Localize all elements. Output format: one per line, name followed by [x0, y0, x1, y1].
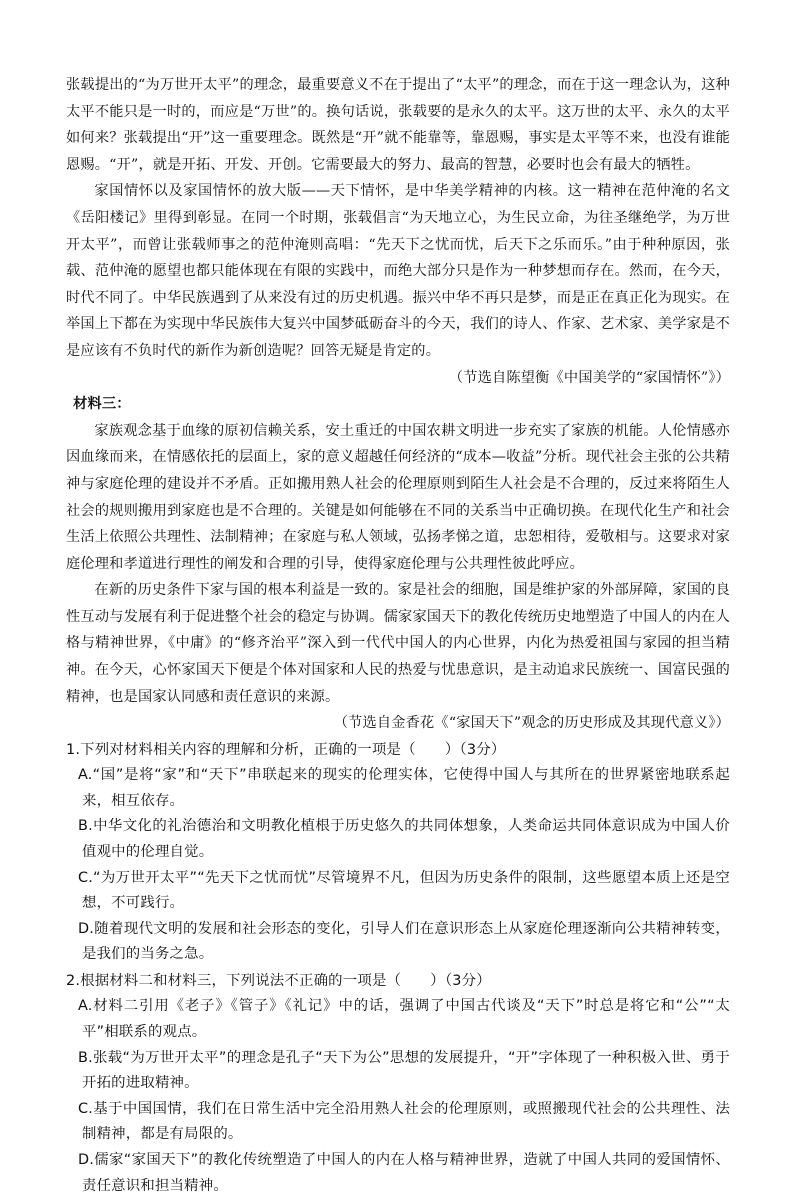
option-label: C. [78, 1100, 94, 1117]
paragraph: 张载提出的“为万世开太平”的理念，最重要意义不在于提出了“太平”的理念，而在于这一理念认为，这种太平不能只是一时的，而应是“万世”的。换句话说，张载要的是永久的太平。这万世的太平、永久的太平如何来？张载提出“开”这一重要理念。既然是“开”就不能靠等，靠恩赐，事实是太平等不来，也没有谁能恩赐。“开”，就是开拓、开发、开创。它需要最大的努力、最高的智慧，必要时也会有最大的牺牲。 [66, 77, 730, 173]
option-text: 基于中国国情，我们在日常生活中完全沿用熟人社会的伦理原则，或照搬现代社会的公共理性、法制精神，都是有局限的。 [82, 1100, 730, 1143]
source-citation: （节选自金香花《“家国天下”观念的历史形成及其现代意义》） [333, 715, 730, 732]
option-c [66, 1097, 730, 1148]
section-heading: 材料三： [73, 396, 131, 413]
option-label: B. [78, 1049, 93, 1066]
option-a [66, 763, 730, 814]
option-label: A. [78, 767, 93, 784]
option-b [66, 1046, 730, 1097]
material-3 [66, 391, 730, 737]
question-1 [66, 737, 730, 968]
option-text: 材料二引用《老子》《管子》《礼记》中的话，强调了中国古代谈及“天下”时总是将它和“公”“太平”相联系的观点。 [82, 998, 730, 1040]
option-label: B. [78, 818, 93, 835]
question-stem: 2.根据材料二和材料三，下列说法不正确的一项是（ ）（3分） [66, 973, 491, 989]
option-d [66, 1148, 730, 1199]
question-2 [66, 968, 730, 1199]
option-text: “为万世开太平”“先天下之忧而忧”尽管境界不凡，但因为历史条件的限制，这些愿望本质上还是空想，不可践行。 [82, 869, 730, 912]
paragraph: 家国情怀以及家国情怀的放大版——天下情怀，是中华美学精神的内核。这一精神在范仲淹的名文《岳阳楼记》里得到彰显。在同一个时期，张载倡言“为天地立心，为生民立命，为往圣继绝学，为万世开太平”，而曾让张载师事之的范仲淹则高唱：“先天下之忧而忧，后天下之乐而乐。”由于种种原因，张载、范仲淹的愿望也都只能体现在有限的实践中，而绝大部分只是作为一种梦想而存在。然而，在今天，时代不同了。中华民族遇到了从来没有过的历史机遇。振兴中华不再只是梦，而是正在真正化为现实。在举国上下都在为实现中华民族伟大复兴中国梦砥砺奋斗的今天，我们的诗人、作家、艺术家、美学家是不是应该有不负时代的新作为新创造呢？回答无疑是肯定的。 [66, 183, 730, 359]
option-text: “国”是将“家”和“天下”串联起来的现实的伦理实体，它使得中国人与其所在的世界紧密地联系起来，相互依存。 [82, 767, 730, 809]
option-text: 张载“为万世开太平”的理念是孔子“天下为公”思想的发展提升，“开”字体现了一种积极入世、勇于开拓的进取精神。 [82, 1049, 730, 1092]
option-label: A. [78, 998, 93, 1015]
option-text: 儒家“家国天下”的教化传统塑造了中国人的内在人格与精神世界，造就了中国人共同的爱国情怀、责任意识和担当精神。 [82, 1151, 730, 1194]
exam-page [66, 72, 730, 1199]
paragraph: 在新的历史条件下家与国的根本利益是一致的。家是社会的细胞，国是维护家的外部屏障，家国的良性互动与发展有利于促进整个社会的稳定与协调。儒家家国天下的教化传统历史地塑造了中国人的内在人格与精神世界，《中庸》的“修齐治平”深入到一代代中国人的内心世界，内化为热爱祖国与家园的担当精神。在今天，心怀家国天下便是个体对国家和人民的热爱与忧患意识，是主动追求民族统一、国富民强的精神，也是国家认同感和责任意识的来源。 [66, 582, 730, 705]
option-b [66, 814, 730, 865]
option-label: D. [78, 920, 95, 937]
option-d [66, 917, 730, 968]
material-2-tail [66, 72, 730, 391]
paragraph: 家族观念基于血缘的原初信赖关系，安土重迁的中国农耕文明进一步充实了家族的机能。人伦情感亦因血缘而来，在情感依托的层面上，家的意义超越任何经济的“成本—收益”分析。现代社会主张的公共精神与家庭伦理的建设并不矛盾。正如搬用熟人社会的伦理原则到陌生人社会是不合理的，反过来将陌生人社会的规则搬用到家庭也是不合理的。关键是如何能够在不同的关系当中正确切换。在现代化生产和社会生活上依照公共理性、法制精神；在家庭与私人领域，弘扬孝悌之道，忠恕相待，爱敬相与。这要求对家庭伦理和孝道进行理性的阐发和合理的引导，使得家庭伦理与公共理性彼此呼应。 [66, 422, 730, 572]
option-label: D. [78, 1151, 95, 1168]
option-label: C. [78, 869, 94, 886]
source-citation: （节选自陈望衡《中国美学的“家国情怀”》） [448, 369, 730, 386]
option-text: 中华文化的礼治德治和文明教化植根于历史悠久的共同体想象，人类命运共同体意识成为中国人价值观中的伦理自觉。 [82, 818, 730, 861]
option-a [66, 994, 730, 1045]
option-c [66, 866, 730, 917]
question-stem: 1.下列对材料相关内容的理解和分析，正确的一项是（ ）（3分） [66, 741, 506, 758]
option-text: 随着现代文明的发展和社会形态的变化，引导人们在意识形态上从家庭伦理逐渐向公共精神转变，是我们的当务之急。 [82, 920, 730, 963]
